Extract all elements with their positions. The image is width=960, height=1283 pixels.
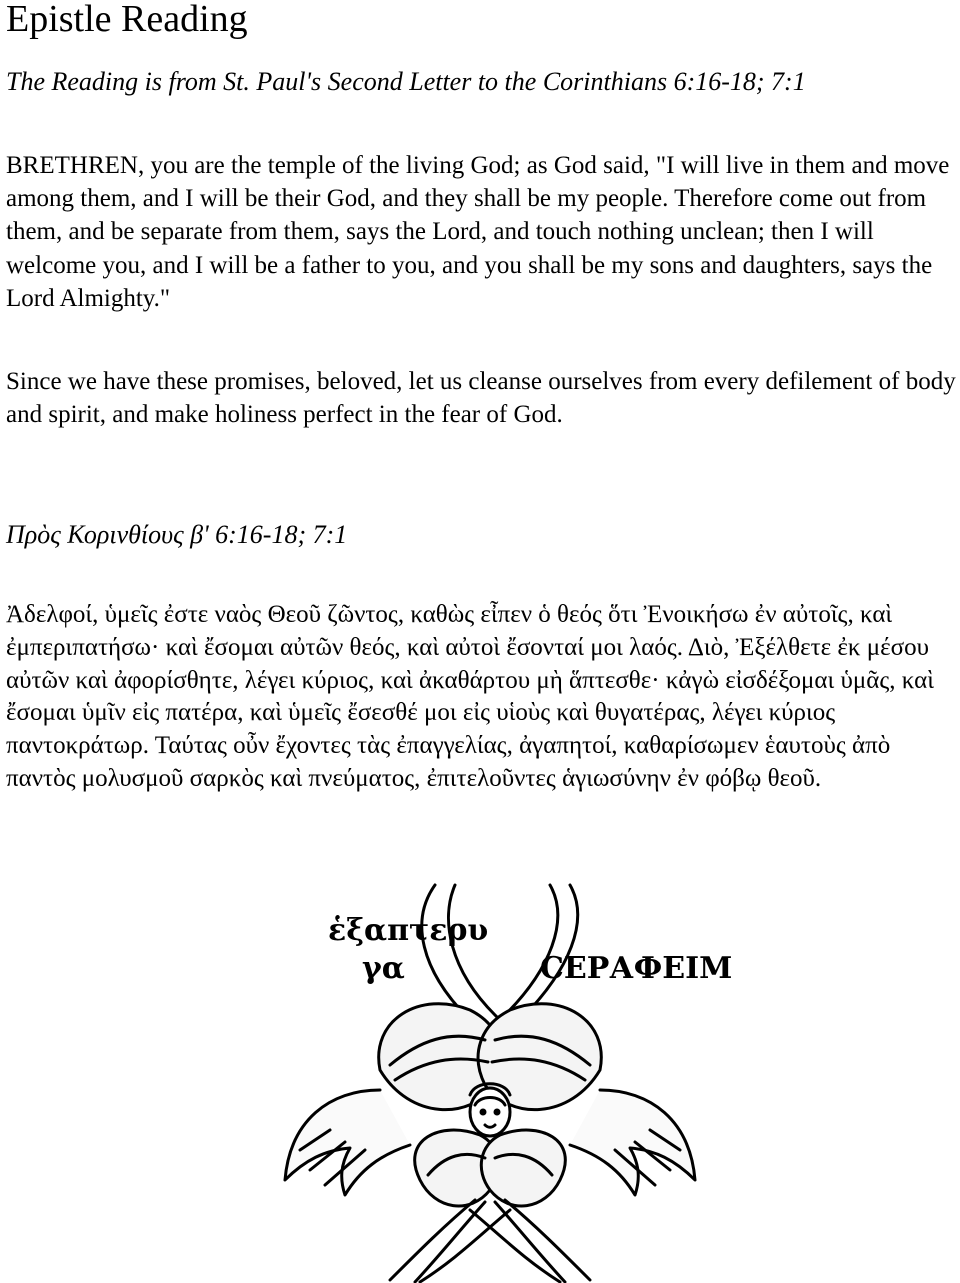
seraph-label-left-1: ἑξαπτερυ <box>328 913 489 948</box>
seraph-label-left-2: γα <box>362 951 405 986</box>
page-title: Epistle Reading <box>6 0 248 40</box>
greek-citation: Πρὸς Κορινθίους β' 6:16-18; 7:1 <box>6 520 348 549</box>
seraph-illustration <box>270 880 733 1283</box>
seraph-label-right: СЕРАФЕІМ <box>540 951 733 986</box>
seraph-icon <box>270 880 733 1283</box>
english-paragraph-2: Since we have these promises, beloved, let us cleanse ourselves from every defilement of body and spirit, and make holiness perfect in the fear of God. <box>6 368 956 429</box>
greek-paragraph: Ἀδελφοί, ὑμεῖς ἐστε ναὸς Θεοῦ ζῶντος, καθὼς εἶπεν ὁ θεός ὅτι Ἐνοικήσω ἐν αὐτοῖς, καὶ ἐμπεριπατήσω· καὶ ἔσομαι αὐτῶν θεός, καὶ αὐτοὶ ἔσονταί μοι λαός. Διὸ, Ἐξέλθετε ἐκ μέσου αὐτῶν καὶ ἀφορίσθητε, λέγει κύριος, καὶ ἀκαθάρτου μὴ ἅπτεσθε· κἀγὼ εἰσδέξομαι ὑμᾶς, καὶ ἔσομαι ὑμῖν εἰς πατέρα, καὶ ὑμεῖς ἔσεσθέ μοι εἰς υἱοὺς καὶ θυγατέρας, λέγει κύριος παντοκράτωρ. Ταύτας οὖν ἔχοντες τὰς ἐπαγγελίας, ἀγαπητοί, καθαρίσωμεν ἑαυτοὺς ἀπὸ παντὸς μολυσμοῦ σαρκὸς καὶ πνεύματος, ἐπιτελοῦντες ἁγιωσύνην ἐν φόβῳ θεοῦ. <box>6 601 934 792</box>
english-paragraph-1: BRETHREN, you are the temple of the living God; as God said, "I will live in them and move among them, and I will be their God, and they shall be my people. Therefore come out from them, and be separate from them, says the Lord, and touch nothing unclean; then I will welcome you, and I will be a father to you, and you shall be my sons and daughters, says the Lord Almighty." <box>6 152 950 312</box>
reading-citation: The Reading is from St. Paul's Second Letter to the Corinthians 6:16-18; 7:1 <box>6 67 806 96</box>
